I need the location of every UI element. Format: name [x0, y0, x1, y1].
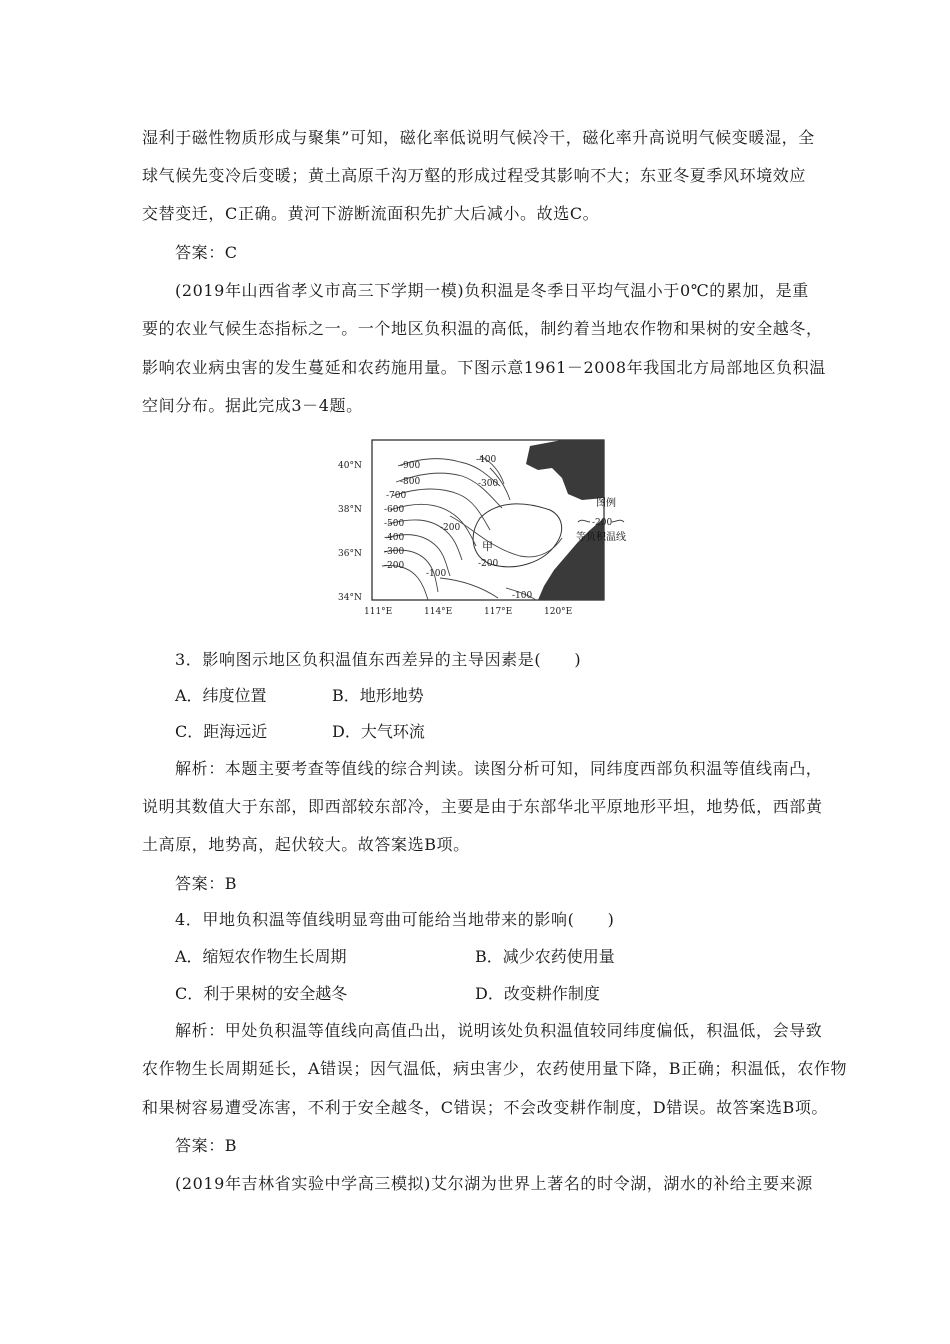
contour-label: -200: [384, 561, 405, 571]
analysis-line: 和果树容易遭受冻害，不利于安全越冬，C错误；不会改变耕作制度，D错误。故答案选B项。: [142, 1098, 829, 1117]
lon-label: 114°E: [424, 607, 453, 617]
q3-option-c: C．距海远近: [175, 722, 268, 741]
contour-label: -300: [478, 479, 499, 489]
contour-label: -200: [478, 559, 499, 569]
analysis-line: 解析：甲处负积温等值线向高值凸出，说明该处负积温值较同纬度偏低，积温低，会导致: [175, 1021, 823, 1040]
contour-label: -700: [386, 491, 407, 501]
intro-line: 影响农业病虫害的发生蔓延和农药施用量。下图示意1961－2008年我国北方局部地区负积温: [142, 358, 826, 377]
lat-label: 34°N: [338, 593, 362, 603]
q4-option-a: A．缩短农作物生长周期: [175, 947, 347, 966]
intro-line: 要的农业气候生态指标之一。一个地区负积温的高低，制约着当地农作物和果树的安全越冬，: [142, 319, 823, 338]
place-label-jia: 甲: [482, 540, 493, 553]
lon-label: 111°E: [364, 607, 393, 617]
lon-label: 117°E: [484, 607, 513, 617]
contour-label: -600: [384, 505, 405, 515]
answer-line: 答案：B: [175, 1136, 238, 1155]
contour-label: -900: [400, 461, 421, 471]
legend-text: 等负积温线: [576, 532, 626, 543]
lat-label: 40°N: [338, 461, 362, 471]
q4-option-d: D．改变耕作制度: [475, 984, 600, 1003]
latitude-labels: [338, 461, 362, 603]
lat-label: 38°N: [338, 505, 362, 515]
paragraph-line: 湿利于磁性物质形成与聚集”可知，磁化率低说明气候冷干，磁化率升高说明气候变暖湿，全: [142, 128, 815, 147]
contour-label: -400: [476, 455, 497, 465]
lat-label: 36°N: [338, 549, 362, 559]
question-3-stem: 3．影响图示地区负积温值东西差异的主导因素是( ): [175, 650, 582, 669]
answer-line: 答案：B: [175, 874, 238, 893]
contour-label: -100: [512, 591, 533, 601]
question-4-stem: 4．甲地负积温等值线明显弯曲可能给当地带来的影响( ): [175, 910, 615, 929]
q4-option-c: C．利于果树的安全越冬: [175, 984, 348, 1003]
legend-line-right: [612, 520, 624, 522]
intro-line: (2019年山西省孝义市高三下学期一模)负积温是冬季日平均气温小于0℃的累加，是重: [175, 281, 809, 300]
q3-option-a: A．纬度位置: [175, 686, 267, 705]
analysis-line: 土高原，地势高，起伏较大。故答案选B项。: [142, 835, 470, 854]
contour-label: -800: [400, 477, 421, 487]
answer-line: 答案：C: [175, 243, 238, 262]
analysis-line: 解析：本题主要考查等值线的综合判读。读图分析可知，同纬度西部负积温等值线南凸，: [175, 759, 823, 778]
contour-label: -300: [384, 547, 405, 557]
contour-label: -100: [426, 569, 447, 579]
paragraph-line: (2019年吉林省实验中学高三模拟)艾尔湖为世界上著名的时令湖，湖水的补给主要来源: [175, 1174, 813, 1193]
legend-title: 图例: [596, 498, 616, 509]
lon-label: 120°E: [544, 607, 573, 617]
q3-option-d: D．大气环流: [332, 722, 425, 741]
q4-option-b: B．减少农药使用量: [475, 947, 615, 966]
isoline-map: [330, 438, 660, 623]
paragraph-line: 交替变迁，C正确。黄河下游断流面积先扩大后减小。故选C。: [142, 204, 600, 223]
analysis-line: 说明其数值大于东部，即西部较东部冷，主要是由于东部华北平原地形平坦，地势低，西部黄: [142, 797, 823, 816]
intro-line: 空间分布。据此完成3－4题。: [142, 396, 363, 415]
isoline-map-figure: [330, 438, 660, 623]
contour-label: -400: [384, 533, 405, 543]
legend-sample-value: -200: [592, 518, 613, 528]
longitude-labels: [364, 607, 572, 617]
q3-option-b: B．地形地势: [332, 686, 424, 705]
contour-label: -200: [440, 523, 461, 533]
analysis-line: 农作物生长周期延长，A错误；因气温低，病虫害少，农药使用量下降，B正确；积温低，农作物: [142, 1059, 848, 1078]
contour-label: -500: [384, 519, 405, 529]
paragraph-line: 球气候先变冷后变暖；黄土高原千沟万壑的形成过程受其影响不大；东亚冬夏季风环境效应: [142, 166, 807, 185]
